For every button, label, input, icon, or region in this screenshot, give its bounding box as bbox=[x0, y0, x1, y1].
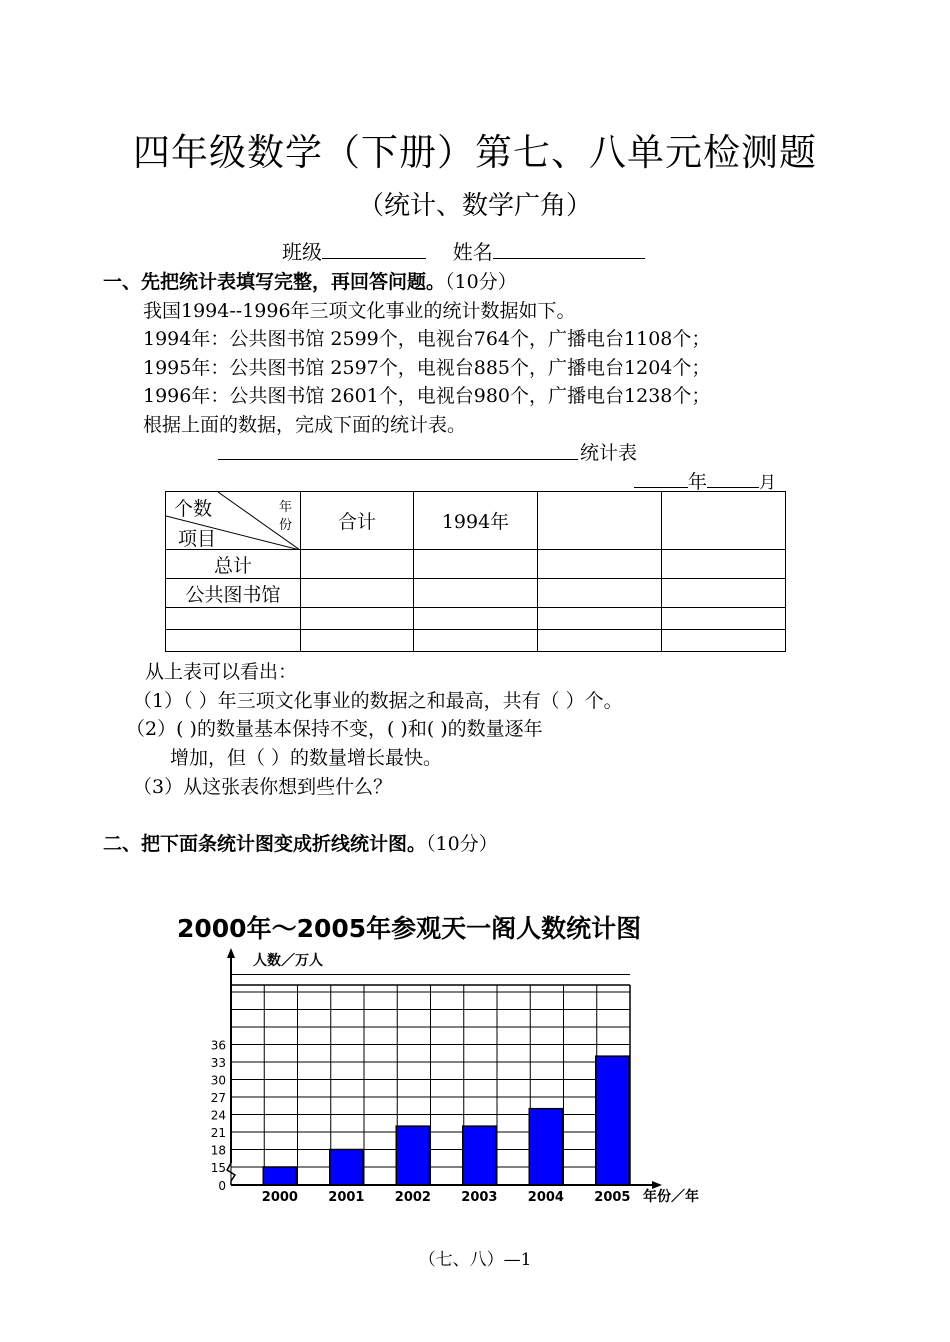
chart-bars bbox=[263, 1056, 629, 1185]
y-tick-label-33: 33 bbox=[210, 1056, 226, 1070]
chart-x-ticks bbox=[262, 1190, 631, 1205]
y-tick-label-0: 0 bbox=[218, 1179, 226, 1193]
question-3: （3）从这张表你想到些什么？ bbox=[133, 776, 393, 798]
header-cell: 合计 bbox=[301, 492, 414, 550]
diag-right-label-1: 年 bbox=[279, 500, 293, 515]
chart-grid bbox=[231, 975, 630, 1186]
diag-top-label: 个数 bbox=[174, 498, 213, 520]
x-tick-label-2001: 2001 bbox=[328, 1190, 365, 1205]
y-axis-arrow bbox=[227, 948, 235, 958]
class-label: 班级 bbox=[282, 240, 322, 264]
y-tick-label-15: 15 bbox=[210, 1161, 226, 1175]
table-title-label: 统计表 bbox=[580, 442, 638, 464]
name-label: 姓名 bbox=[452, 240, 493, 264]
bar-2002 bbox=[396, 1126, 429, 1185]
chart-y-axis-label: 人数／万人 bbox=[253, 953, 323, 969]
chart-y-ticks bbox=[211, 1039, 226, 1194]
x-tick-label-2004: 2004 bbox=[527, 1190, 564, 1205]
section1-instruction: 根据上面的数据，完成下面的统计表。 bbox=[143, 414, 467, 436]
y-tick-label-27: 27 bbox=[210, 1091, 226, 1105]
section1-points: （10分） bbox=[445, 271, 517, 293]
x-tick-label-2002: 2002 bbox=[394, 1190, 431, 1205]
chart-title: 2000年～2005年参观天一阁人数统计图 bbox=[177, 914, 642, 943]
year-label: 年 bbox=[688, 471, 708, 493]
bar-2001 bbox=[330, 1150, 363, 1186]
y-tick-label-24: 24 bbox=[210, 1108, 226, 1123]
chart-x-axis-label: 年份／年 bbox=[643, 1189, 699, 1205]
question-2-line-2: 增加，但（ ）的数量增长最快。 bbox=[170, 747, 443, 769]
diag-bottom-label: 项目 bbox=[178, 528, 217, 550]
bar-2004 bbox=[529, 1109, 562, 1185]
row-label: 总计 bbox=[166, 550, 301, 579]
page-footer: （七、八）—1 bbox=[418, 1250, 532, 1270]
diag-right-label-2: 份 bbox=[279, 518, 293, 533]
data-line-1996: 1996年：公共图书馆 2601个，电视台980个，广播电台1238个； bbox=[143, 385, 711, 407]
x-axis-arrow bbox=[652, 1181, 662, 1189]
row-label: 公共图书馆 bbox=[166, 579, 301, 608]
section2-points: （10分） bbox=[426, 833, 498, 855]
y-tick-label-18: 18 bbox=[210, 1143, 226, 1158]
y-tick-label-21: 21 bbox=[210, 1126, 226, 1140]
header-cell: 1994年 bbox=[414, 492, 538, 550]
x-tick-label-2000: 2000 bbox=[261, 1190, 298, 1205]
question-1: （1）（ ）年三项文化事业的数据之和最高，共有（ ）个。 bbox=[133, 690, 623, 712]
section1-heading-text: 一、先把统计表填写完整，再回答问题。 bbox=[103, 271, 446, 293]
bar-2003 bbox=[463, 1126, 496, 1185]
y-tick-label-36: 36 bbox=[210, 1038, 226, 1053]
section1-intro: 我国1994--1996年三项文化事业的统计数据如下。 bbox=[143, 300, 576, 322]
data-line-1994: 1994年：公共图书馆 2599个，电视台764个，广播电台1108个； bbox=[143, 328, 711, 350]
bar-2000 bbox=[263, 1167, 296, 1185]
bar-2005 bbox=[596, 1056, 629, 1185]
data-line-1995: 1995年：公共图书馆 2597个，电视台885个，广播电台1204个； bbox=[143, 357, 711, 379]
question-2-line-1: （2）( )的数量基本保持不变，( )和( )的数量逐年 bbox=[126, 718, 543, 740]
x-tick-label-2003: 2003 bbox=[461, 1190, 498, 1205]
x-tick-label-2005: 2005 bbox=[594, 1190, 631, 1205]
month-label: 月 bbox=[759, 473, 777, 493]
page-title: 四年级数学（下册）第七、八单元检测题 bbox=[133, 131, 817, 174]
observe-label: 从上表可以看出： bbox=[145, 661, 298, 683]
section2-heading-text: 二、把下面条统计图变成折线统计图。 bbox=[103, 833, 427, 855]
page-subtitle: （统计、数学广角） bbox=[357, 191, 592, 221]
y-tick-label-30: 30 bbox=[210, 1073, 226, 1088]
